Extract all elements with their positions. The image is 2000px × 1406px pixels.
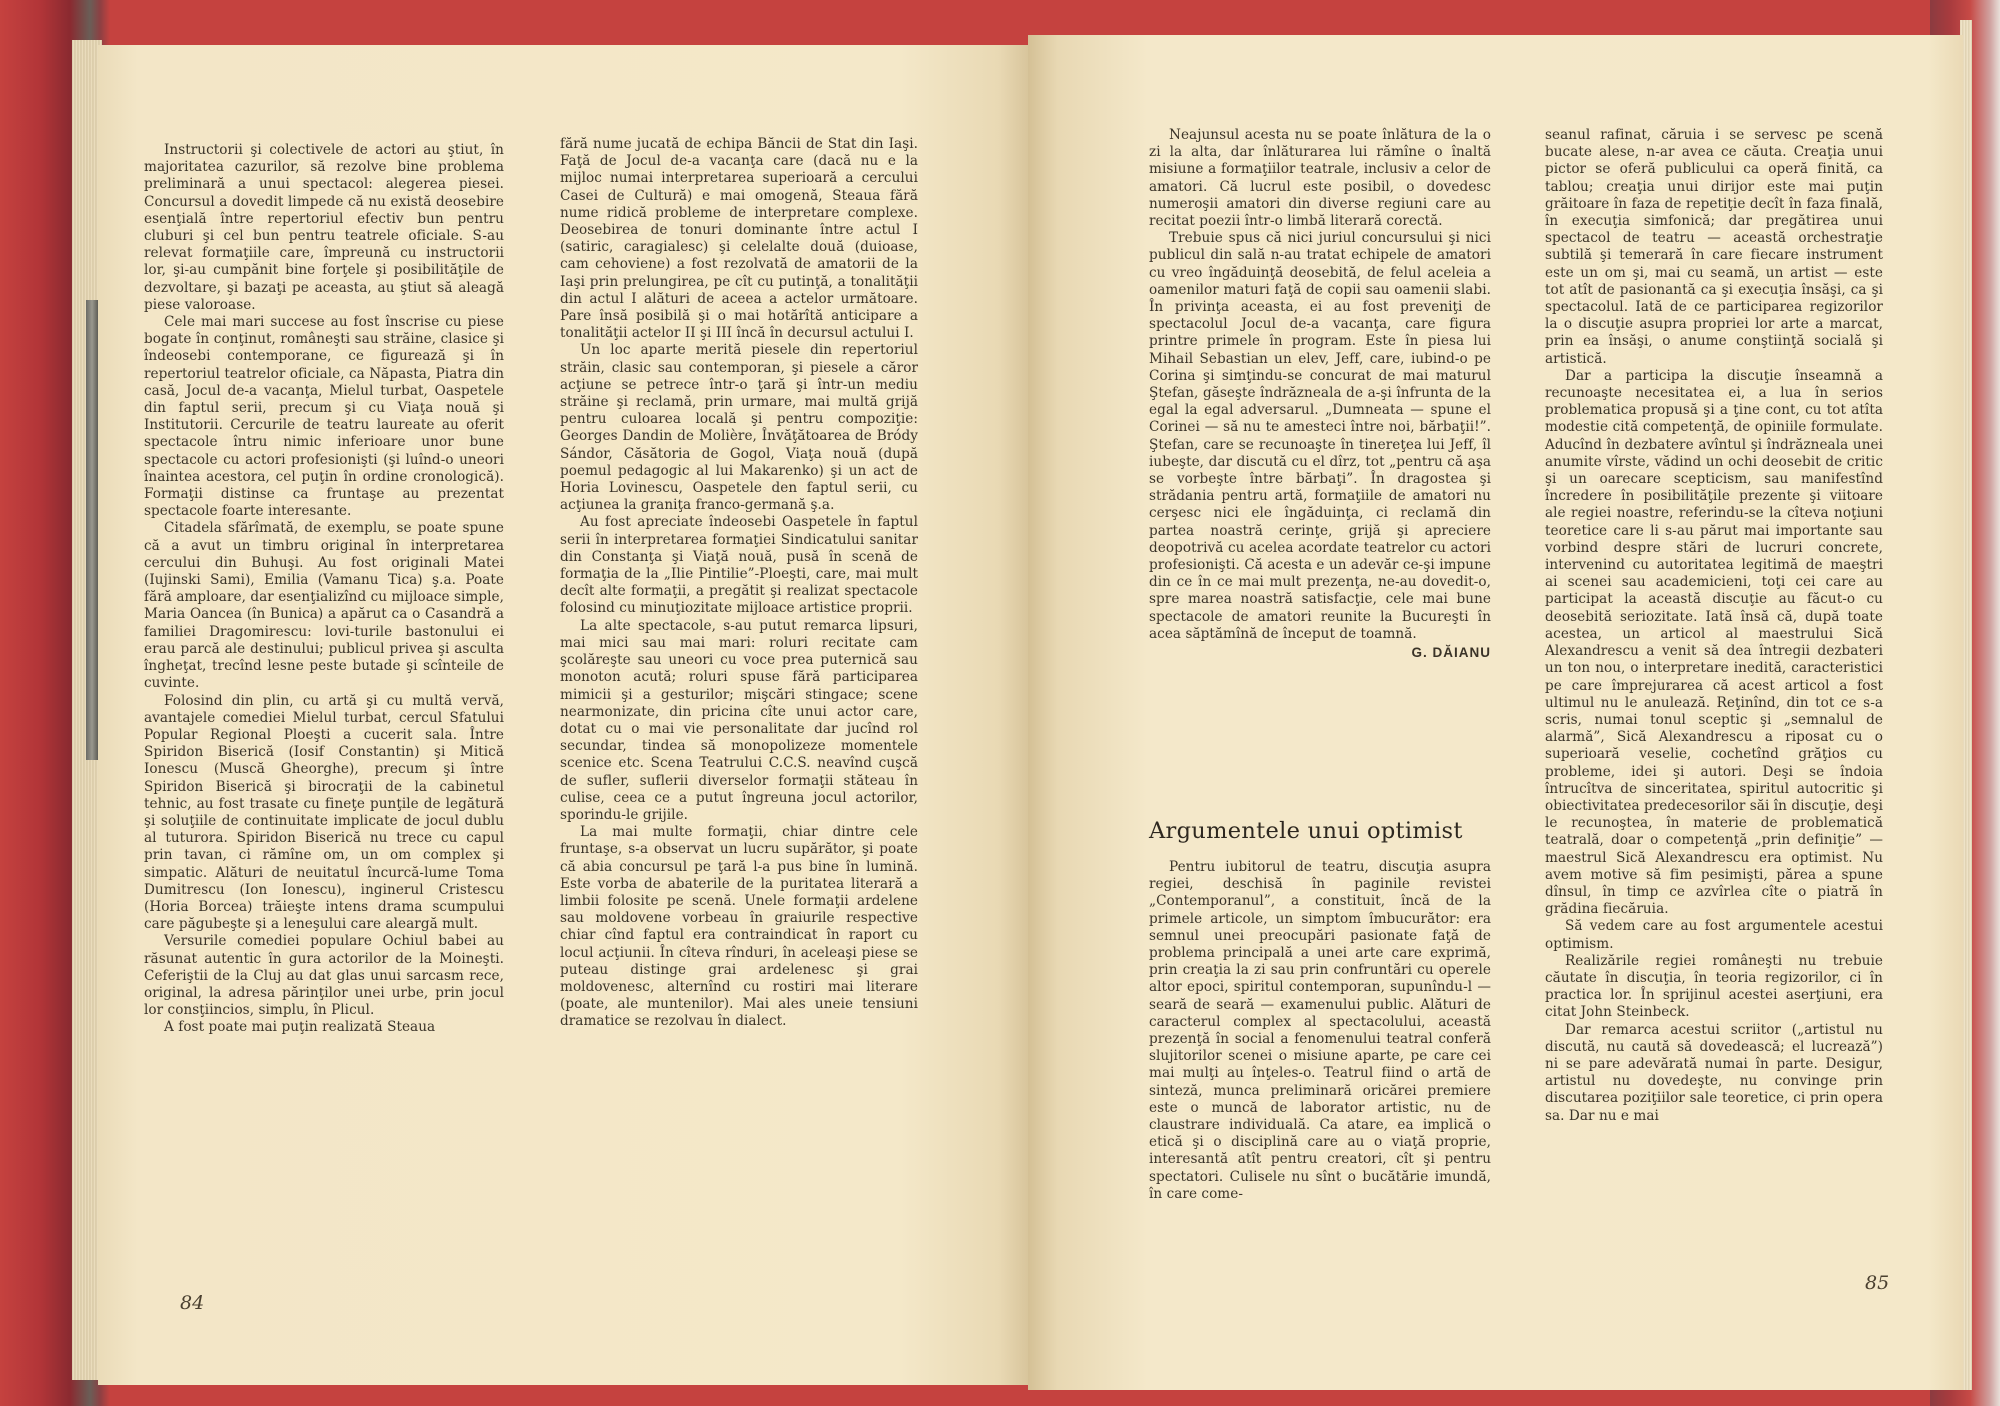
right-page-column-1-top [1149, 127, 1491, 661]
paragraph: Realizările regiei româneşti nu trebuie căutate în discuţia, în teoria regizorilor, ci în practica lor. În sprijinul acestei aserţiuni, era citat John Steinbeck. [1545, 952, 1883, 1021]
paragraph: Versurile comediei populare Ochiul babei au răsunat autentic în gura actorilor de la Moineşti. Ceferiştii de la Cluj au dat glas unui sarcasm rece, original, la adresa părinţilor unei urbe, prin jocul lor consţiincios, simplu, în Plicul. [144, 933, 504, 1019]
paragraph: Trebuie spus că nici juriul concursului şi nici publicul din sală n-au tratat echipele de amatori cu vreo îngăduinţă deosebită, de felul aceleia a oamenilor maturi faţă de copii sau oamenii slabi. În privinţa aceasta, ei au fost preveniţi de spectacolul Jocul de-a vacanţa, care figura printre primele în program. Este în piesa lui Mihail Sebastian un elev, Jeff, care, iubind-o pe Corina şi simţindu-se concurat de mai maturul Ştefan, găseşte îndrăzneala de a-şi înfrunta de la egal la egal adversarul. „Dumneata — spune el Corinei — să nu te amesteci între noi, bărbaţii!”. Ştefan, care se recunoaşte în tinereţea lui Jeff, îl iubeşte, dar discută cu el dîrz, tot „pentru că aşa se vorbeşte între bărbaţi”. În dragostea şi strădania pentru artă, formaţiile de amatori nu cerşesc nici ele îngăduinţa, ci reclamă din partea noastră cerinţe, grijă şi apreciere deopotrivă cu acelea acordate teatrelor cu actori profesionişti. Că acesta e un adevăr ce-şi impune din ce în ce mai mult prezenţa, ne-au dovedit-o, spre marea noastră satisfacţie, cele mai bune spectacole de amatori reunite la Bucureşti în acea săptămînă de început de toamnă. [1149, 230, 1491, 642]
paragraph: Dar a participa la discuţie înseamnă a recunoaşte necesitatea ei, a lua în serios problematica propusă şi a ţine cont, cu tot atîta modestie cită competenţă, de opiniile formulate. Aducînd în dezbatere avîntul şi îndrăzneala unei anumite vîrste, vădind un ochi deosebit de critic şi un oarecare scepticism, sau manifestînd încredere în posibilităţile prezente şi viitoare ale regiei noastre, referindu-se la cîteva noţiuni teoretice care li s-au părut mai importante sau vorbind despre stări de lucruri concrete, intervenind cu autoritatea legitimă de maeştri ai scenei sau academicieni, toţi cei care au participat la această discuţie au făcut-o cu deosebită seriozitate. Iată însă că, după toate acestea, un articol al maestrului Sică Alexandrescu a venit să dea întregii dezbateri un ton nou, o interpretare inedită, caracteristici pe care împrejurarea că acest articol a fost ultimul nu le anulează. Reţinînd, din tot ce s-a scris, numai tonul sceptic şi „semnalul de alarmă”, Sică Alexandrescu a riposat cu o superioară veselie, cochetînd grăţios cu probleme, idei şi autori. Deşi se îndoia întrucîtva de sinceritatea, spiritul autocritic şi obiectivitatea predecesorilor săi în discuţie, deşi le recunoştea, în materie de problematică teatrală, doar o competenţă „prin definiţie” — maestrul Sică Alexandrescu era optimist. Nu avem motive să fim pesimişti, părea a spune dînsul, în timp ce azvîrlea cîte o piatră în grădina fiecăruia. [1545, 367, 1883, 918]
paragraph: Dar remarca acestui scriitor („artistul nu discută, nu caută să dovedească; el lucrează”) ni se pare adevărată numai în parte. Desigur, artistul nu dovedeşte, nu convinge prin discutarea poziţiilor sale teoretice, ci prin opera sa. Dar nu e mai [1545, 1021, 1883, 1124]
paragraph: Neajunsul acesta nu se poate înlătura de la o zi la alta, dar înlăturarea lui rămîne o înaltă misiune a formaţiilor teatrale, inclusiv a celor de amatori. Că lucrul este posibil, o dovedesc numeroşii amatori din diverse regiuni care au recitat poezii într-o limbă literară corectă. [1149, 127, 1491, 230]
paragraph: Instructorii şi colectivele de actori au ştiut, în majoritatea cazurilor, să rezolve bine problema preliminară a unui spectacol: alegerea piesei. Concursul a dovedit limpede că nu există deosebire esenţială între repertoriul efectiv bun pentru cluburi şi cel bun pentru teatrele oficiale. S-au relevat formaţiile care, împreună cu instructorii lor, şi-au cumpănit bine forţele şi posibilităţile de dezvoltare, şi bazaţi pe aceasta, au ştiut să aleagă piese valoroase. [144, 142, 504, 313]
paragraph: Au fost apreciate îndeosebi Oaspetele în faptul serii în interpretarea formaţiei Sindicatului sanitar din Constanţa şi Viaţă nouă, pusă în scenă de formaţia de la „Ilie Pintilie”-Ploeşti, care, mai mult decît alte formaţii, a pregătit şi realizat spectacole folosind cu minuţiozitate mijloace artistice proprii. [560, 514, 918, 617]
right-page-column-2 [1545, 127, 1883, 1125]
paragraph: Folosind din plin, cu artă şi cu multă vervă, avantajele comediei Mielul turbat, cercul Sfatului Popular Regional Ploeşti a cucerit sala. Între Spiridon Biserică (Iosif Constantin) şi Mitică Ionescu (Muscă Gheorghe), precum şi între Spiridon Biserică şi birocraţii de la cabinetul tehnic, au fost trasate cu fineţe punţile de legătură şi soluţiile de continuitate implicate de jocul dublu al tuturora. Spiridon Biserică nu trece cu capul prin tavan, ci rămîne om, un om complex şi simpatic. Alături de neuitatul încurcă-lume Toma Dumitrescu (Ion Ionescu), inginerul Cristescu (Horia Borcea) trăieşte intens drama scumpului care păgubeşte şi a leneşului care aleargă mult. [144, 692, 504, 933]
author-signature: G. DĂIANU [1411, 645, 1491, 661]
right-page-column-1-bottom [1149, 859, 1491, 1203]
paragraph: fără nume jucată de echipa Băncii de Stat din Iaşi. Faţă de Jocul de-a vacanţa care (dacă nu e la mijloc numai interpretarea superioară a cercului Casei de Cultură) e mai omogenă, Steaua fără nume ridică probleme de interpretare complexe. Deosebirea de tonuri dominante între actul I (satiric, caragialesc) şi celelalte două (duioase, cam cehoviene) a fost rezolvată de amatorii de la Iaşi prin prelungirea, pe cît cu putinţă, a tonalităţii din actul I alături de aceea a actelor următoare. Pare însă posibilă şi o mai hotărîtă anticipare a tonalităţii actelor II şi III încă în decursul actului I. [560, 136, 918, 342]
paragraph: Cele mai mari succese au fost înscrise cu piese bogate în conţinut, româneşti sau străine, clasice şi îndeosebi contemporane, ce figurează şi în repertoriul teatrelor oficiale, ca Năpasta, Piatra din casă, Jocul de-a vacanţa, Mielul turbat, Oaspetele din faptul serii, precum şi cu Viaţa nouă şi Institutorii. Cercurile de teatru laureate au oferit spectacole întru nimic inferioare unor bune spectacole cu actori profesionişti (şi luînd-o uneori înaintea acestora, cel puţin în ordine cronologică). Formaţii distinse ca fruntaşe au prezentat spectacole foarte interesante. [144, 314, 504, 520]
article-title: Argumentele unui optimist [1149, 818, 1463, 844]
paragraph: Pentru iubitorul de teatru, discuţia asupra regiei, deschisă în paginile revistei „Contemporanul”, a constituit, încă de la primele articole, un simptom îmbucurător: era semnul unei preocupări pasionate faţă de problema principală a unei arte care exprimă, prin creaţia la zi sau prin confruntări cu operele altor epoci, spiritul contemporan, supunîndu-l — seară de seară — examenului public. Alături de caracterul complex al spectacolului, această prezenţă în social a fenomenului teatral conferă slujitorilor scenei o misiune aparte, pe care cei mai mulţi au înţeles-o. Teatrul fiind o artă de sinteză, munca preliminară oricărei premiere este o muncă de laborator artistic, nu de claustrare individuală. Ca atare, ea implică o etică şi o disciplină care au o viaţă proprie, interesantă atît pentru creatori, cît şi pentru spectatori. Culisele nu sînt o bucătărie imundă, în care come- [1149, 859, 1491, 1202]
left-page-column-1 [144, 142, 504, 1037]
page-number: 84 [180, 1292, 205, 1314]
left-page [98, 45, 1028, 1385]
paragraph: La mai multe formaţii, chiar dintre cele fruntaşe, s-a observat un lucru supărător, şi poate că abia concursul pe ţară l-a pus bine în lumină. Este vorba de abaterile de la puritatea literară a limbii folosite pe scenă. Unele formaţii ardelene sau moldovene vorbeau în graiurile respective chiar cînd faptul era contraindicat în raport cu locul acţiunii. În cîteva rînduri, în aceleaşi piese se puteau distinge grai ardelenesc şi grai moldovenesc, alternînd cu rostiri mai literare (poate, ale muntenilor). Mai ales uneie tensiuni dramatice se rezolvau în dialect. [560, 824, 918, 1030]
spine-strip [86, 300, 98, 760]
right-page [1028, 35, 1963, 1390]
paragraph: Să vedem care au fost argumentele acestui optimism. [1545, 918, 1883, 952]
left-page-column-2 [560, 136, 918, 1031]
paragraph: seanul rafinat, căruia i se servesc pe scenă bucate alese, n-ar avea ce căuta. Creaţia unui pictor se oferă publicului ca operă finită, ca tablou; creaţia unui dirijor este mai puţin grăitoare în faza de repetiţie decît în faza finală, în execuţia simfonică; dar pregătirea unui spectacol de teatru — această orchestraţie subtilă şi temerară în care fiecare instrument este un om şi, mai cu seamă, un artist — este tot atît de pasionantă ca şi execuţia însăşi, ca şi spectacolul. Iată de ce participarea regizorilor la o discuţie asupra propriei lor arte a marcat, prin ea însăşi, o anume conştiinţă socială şi artistică. [1545, 127, 1883, 367]
paragraph: Un loc aparte merită piesele din repertoriul străin, clasic sau contemporan, şi piesele a căror acţiune se petrece într-o ţară şi într-un mediu străine şi reclamă, prin urmare, mai multă grijă pentru culoarea locală şi pentru compoziţie: Georges Dandin de Molière, Învăţătoarea de Bródy Sándor, Căsătoria de Gogol, Viaţa nouă (după poemul pedagogic al lui Makarenko) şi un act de Horia Lovinescu, Oaspetele den faptul serii, cu acţiunea la graniţa franco-germană ş.a. [560, 342, 918, 514]
paragraph: A fost poate mai puţin realizată Steaua [164, 1019, 436, 1036]
paragraph: Citadela sfărîmată, de exemplu, se poate spune că a avut un timbru original în interpretarea cercului din Buhuşi. Au fost originali Matei (Iujinski Sami), Emilia (Vamanu Tica) ş.a. Poate fără amploare, dar esenţializînd cu mijloace simple, Maria Oancea (în Bunica) a apărut ca o Casandră a familiei Dragomirescu: lovi-turile bastonului ei erau parcă ale destinului; publicul privea şi asculta îngheţat, trecînd lesne peste butade şi scînteile de cuvinte. [144, 520, 504, 692]
page-number: 85 [1865, 1272, 1890, 1294]
paragraph: La alte spectacole, s-au putut remarca lipsuri, mai mici sau mai mari: roluri recitate cam şcolăreşte sau uneori cu voce prea puternică sau monoton acută; roluri spuse fără participarea mimicii şi a gesturilor; mişcări stingace; scene nearmonizate, din pricina cîte unui actor care, dotat cu o mai vie personalitate dar jucînd rol secundar, tindea să monopolizeze momentele scenice etc. Scena Teatrului C.C.S. neavînd cuşcă de sufler, suflerii diverselor formaţii stăteau în culise, ceea ce a putut îngreuna jocul actorilor, sporindu-le grijile. [560, 617, 918, 823]
